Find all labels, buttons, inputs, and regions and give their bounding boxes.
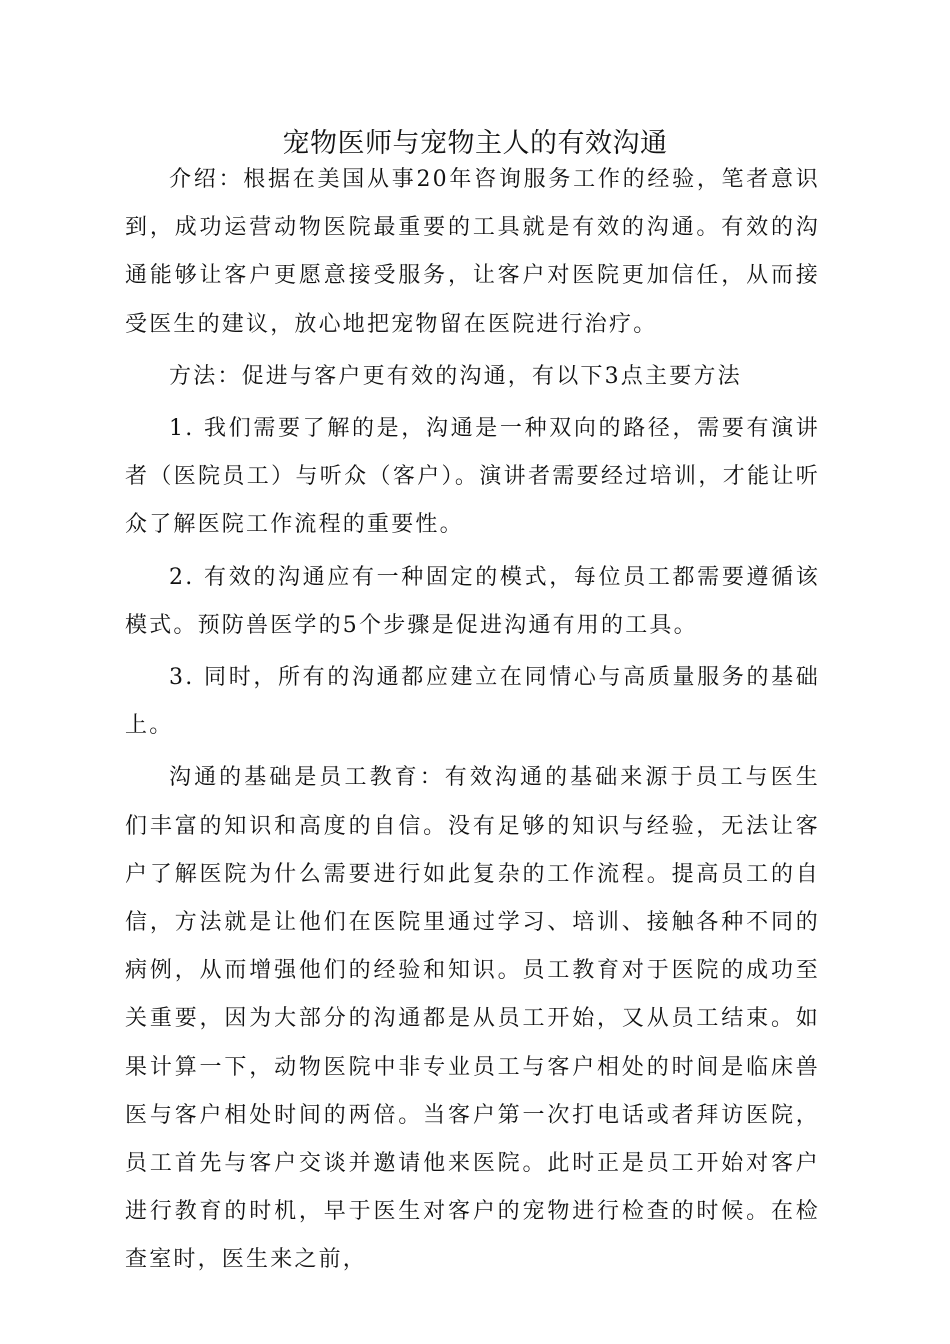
paragraph-method-2: 2. 有效的沟通应有一种固定的模式，每位员工都需要遵循该模式。预防兽医学的5个步骤是促进沟通有用的工具。 [125, 564, 820, 638]
document-title: 宠物医师与宠物主人的有效沟通 [282, 128, 668, 159]
paragraph-staff-education: 沟通的基础是员工教育：有效沟通的基础来源于员工与医生们丰富的知识和高度的自信。没有足够的知识与经验，无法让客户了解医院为什么需要进行如此复杂的工作流程。提高员工的自信，方法就是让他们在医院里通过学习、培训、接触各种不同的病例，从而增强他们的经验和知识。员工教育对于医院的成功至关重要，因为大部分的沟通都是从员工开始，又从员工结束。如果计算一下，动物医院中非专业员工与客户相处的时间是临床兽医与客户相处时间的两倍。当客户第一次打电话或者拜访医院，员工首先与客户交谈并邀请他来医院。此时正是员工开始对客户进行教育的时机，早于医生对客户的宠物进行检查的时候。在检查室时，医生来之前， [125, 765, 820, 1273]
document-body [125, 156, 820, 1285]
paragraph-method-3: 3. 同时，所有的沟通都应建立在同情心与高质量服务的基础上。 [125, 665, 820, 739]
paragraph-introduction: 介绍：根据在美国从事20年咨询服务工作的经验，笔者意识到，成功运营动物医院最重要的工具就是有效的沟通。有效的沟通能够让客户更愿意接受服务，让客户对医院更加信任，从而接受医生的建议，放心地把宠物留在医院进行治疗。 [125, 167, 820, 337]
paragraph-method-1: 1. 我们需要了解的是，沟通是一种双向的路径，需要有演讲者（医院员工）与听众（客户）。演讲者需要经过培训，才能让听众了解医院工作流程的重要性。 [125, 416, 820, 538]
paragraph-methods: 方法：促进与客户更有效的沟通，有以下3点主要方法 [169, 363, 742, 389]
